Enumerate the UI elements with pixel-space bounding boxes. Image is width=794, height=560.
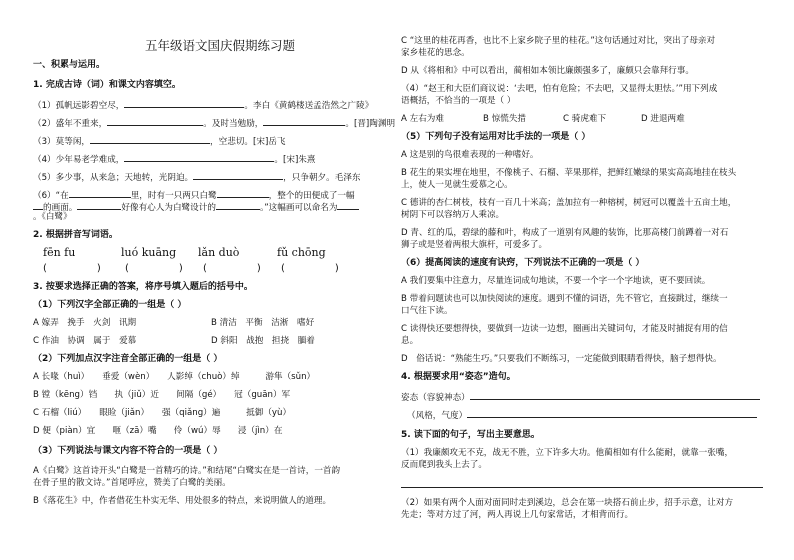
q1-2-text: （2）盛年不重来， (33, 119, 108, 129)
answer-blank[interactable] (124, 98, 244, 108)
answer-blank[interactable] (90, 134, 210, 144)
q1-4-text: （4）少年易老学难成， (33, 155, 125, 165)
q1-6-text: （6）“在 (33, 191, 69, 201)
answer-blank[interactable] (193, 170, 283, 180)
answer-blank[interactable] (77, 200, 121, 210)
q3-6-prompt: （6）提高阅读的速度有诀窍，下列说法不正确的一项是（ ） (401, 258, 645, 268)
q3-3-option-a-line2: 在骨子里的散文诗。”首尾呼应，赞美了白鹭的美丽。 (33, 478, 231, 488)
q3-5-option-c-line1: C 德讲的杏仁树枝，枝有一百几十米高；盖加拉有一种榕树，树冠可以覆盖十五亩土地， (401, 198, 737, 208)
q1-6-text-e: 好像有心人为白鹭设计的 (121, 203, 216, 213)
q1-item-1 (33, 98, 373, 112)
q3-5-prompt: （5）下列句子没有运用对比手法的一项是（ ） (401, 132, 591, 142)
pinyin-1: fēn fu (43, 246, 76, 259)
q3-6-option-d: D 俗话说：“熟能生巧。”只要我们不断练习，一定能做到眼睛看得快，脑子想得快。 (401, 354, 722, 364)
q5-2-line1: （2）如果有两个人面对面同时走到溪边，总会在第一块搭石前止步，招手示意，让对方 (401, 498, 734, 508)
answer-blank[interactable] (33, 200, 43, 210)
q3-3-option-c-line2: 家乡桂花的思念。 (401, 48, 470, 58)
answer-blank[interactable] (216, 200, 260, 210)
q3-2-option-d: D 便（piàn）宜 咂（zā）嘴 伶（wú）辱 浸（jìn）在 (33, 426, 283, 436)
question-1-heading: 1. 完成古诗（词）和课文内容填空。 (33, 80, 181, 90)
answer-blank[interactable] (69, 188, 131, 198)
answer-box-3[interactable]: ( ) (203, 263, 261, 274)
question-2-heading: 2. 根据拼音写词语。 (33, 230, 118, 240)
q4-sentence-2-label: （风格，气度） (407, 411, 468, 421)
q4-sentence-1-label: 姿态（容貌神态） (401, 393, 470, 403)
answer-blank[interactable] (217, 188, 269, 198)
q3-6-option-c-line2: 息。 (401, 336, 419, 346)
q3-4-option-d: D 进退两难 (641, 114, 685, 124)
q3-5-option-d-line1: D 青、红的瓜，碧绿的藤和叶，构成了一道别有风趣的装饰，比那高楼门前蹲着一对石 (401, 228, 729, 238)
answer-blank[interactable] (263, 116, 345, 126)
q3-3-option-c-line1: C “这里的桂花再香，也比不上家乡院子里的桂花。”这句话通过对比，突出了母亲对 (401, 36, 716, 46)
q4-sentence-1 (401, 390, 760, 404)
q1-2-text-b: 。及时当勉励， (203, 119, 264, 129)
q1-5-source: ，只争朝夕。毛泽东 (283, 173, 361, 183)
q3-4-option-a: A 左右为难 (401, 114, 444, 124)
q1-1-source: 。李白《黄鹤楼送孟浩然之广陵》 (244, 101, 374, 111)
q5-1-line2: 反而爬到我头上去了。 (401, 460, 487, 470)
q1-3-source: ，空悲切。[宋]岳飞 (210, 137, 286, 147)
q3-5-option-a: A 这是别的鸟很难表现的一种嗜好。 (401, 150, 539, 160)
q3-6-option-b-line1: B 带着问题读也可以加快阅读的速度。遇到不懂的词语，先不管它，直接跳过，继续一 (401, 294, 728, 304)
q3-6-option-a: A 我们要集中注意力，尽量连词成句地读，不要一个字一个字地读，更不要回读。 (401, 276, 711, 286)
q3-1-option-c: C 作油 协调 属于 爱慕 (33, 336, 137, 346)
answer-blank[interactable] (467, 408, 757, 418)
q5-1-line1: （1）我廉颇攻无不克，战无不胜，立下许多大功。他蔺相如有什么能耐，就靠一张嘴， (401, 448, 734, 458)
q1-3-text: （3）莫等闲， (33, 137, 91, 147)
q3-1-prompt: （1）下列汉字全部正确的一组是（ ） (33, 300, 187, 310)
q1-item-2 (33, 116, 395, 130)
answer-box-2[interactable]: ( ) (125, 263, 183, 274)
answer-box-1[interactable]: ( ) (43, 263, 101, 274)
q1-5-text: （5）多少事，从来急；天地转，光阴迫。 (33, 173, 194, 183)
pinyin-2: luó kuāng (121, 246, 177, 259)
q1-1-text: （1）孤帆远影碧空尽， (33, 101, 125, 111)
q3-5-option-d-line2: 狮子或是竖着两根大旗杆，可爱多了。 (401, 240, 548, 250)
question-4-heading: 4. 根据要求用“姿态”造句。 (401, 372, 516, 382)
q3-2-option-b: B 镗（kēng）铛 执（jiǔ）近 间隔（gé） 冠（guān）军 (33, 390, 291, 400)
q3-4-prompt-line2: 语概括，不恰当的一项是（ ） (401, 96, 516, 106)
q1-item-4 (33, 152, 316, 166)
q1-item-6-source: 。《白鹭》 (33, 212, 72, 222)
q3-5-option-b-line1: B 花生的果实埋在地里，不像桃子、石榴、苹果那样，把鲜红嫩绿的果实高高地挂在枝头 (401, 168, 737, 178)
q1-2-source: 。[晋]陶渊明 (345, 119, 396, 129)
q3-1-option-b: B 清洁 平衡 洁淅 嗜好 (211, 318, 315, 328)
answer-blank[interactable] (107, 116, 203, 126)
pinyin-3: lǎn duò (198, 246, 240, 259)
answer-box-4[interactable]: ( ) (281, 263, 339, 274)
q3-4-prompt-line1: （4）“赵王和大臣们商议说：‘去吧，怕有危险；不去吧，又显得太胆怯。’”用下列成 (401, 84, 718, 94)
q1-6-text-c: ，整个的田便成了一幅 (268, 191, 355, 201)
q5-1-answer (401, 478, 763, 492)
answer-blank[interactable] (401, 478, 763, 488)
q5-2-line2: 先走；等对方过了河，两人再说上几句家常话，才相背而行。 (401, 510, 634, 520)
answer-blank[interactable] (124, 152, 274, 162)
question-3-heading: 3. 按要求选择正确的答案，将序号填入题后的括号中。 (33, 282, 253, 292)
q1-6-text-f: 。”这幅画可以命名为 (259, 203, 338, 213)
q3-2-prompt: （2）下列加点汉字注音全部正确的一组是（ ） (33, 354, 223, 364)
q1-item-5 (33, 170, 361, 184)
q3-3-prompt: （3）下列说法与课文内容不符合的一项是（ ） (33, 446, 223, 456)
q3-2-option-c: C 石榴（liú） 眼睑（jiǎn） 强（qiǎng）遍 抵御（yù） (33, 408, 292, 418)
q3-1-option-d: D 斜阳 战抱 担挠 腼着 (211, 336, 315, 346)
q3-1-option-a: A 嫁弄 挽手 火剑 讯期 (33, 318, 137, 328)
section-heading: 一、积累与运用。 (33, 60, 106, 70)
q1-item-6-cont (33, 200, 359, 214)
answer-blank[interactable] (337, 200, 359, 210)
q3-6-option-c-line1: C 读得快还要想得快，要做到一边读一边想，圈画出关键词句，才能及时捕捉有用的信 (401, 324, 728, 334)
q4-sentence-2 (407, 408, 757, 422)
q1-6-text-b: 里，时有一只两只白鹭 (130, 191, 217, 201)
q3-3-option-b: B《落花生》中，作者借花生朴实无华、用处很多的特点，来说明做人的道理。 (33, 496, 332, 506)
question-5-heading: 5. 读下面的句子，写出主要意思。 (401, 430, 540, 440)
q3-4-option-c: C 骑虎难下 (563, 114, 607, 124)
q3-6-option-b-line2: 口气往下读。 (401, 306, 453, 316)
q1-item-3 (33, 134, 286, 148)
q3-2-option-a: A 长喙（huì） 垂爱（wèn） 人影绰（chuò）绰 游隼（sǔn） (33, 372, 316, 382)
q3-5-option-b-line2: 上，使人一见就生爱慕之心。 (401, 180, 513, 190)
q3-5-option-c-line2: 树阴下可以容纳万人乘凉。 (401, 210, 505, 220)
answer-blank[interactable] (470, 390, 760, 400)
q3-3-option-a-line1: A《白鹭》这首诗开头“白鹭是一首精巧的诗。”和结尾“白鹭实在是一首诗，一首韵 (33, 466, 341, 476)
pinyin-4: fǔ chōng (277, 246, 326, 259)
q1-6-text-d: 的画面。 (43, 203, 78, 213)
q1-4-source: 。[宋]朱熹 (274, 155, 316, 165)
q3-3-option-d: D 从《将相和》中可以看出，蔺相如本领比廉颇强多了，廉颇只会靠拜行事。 (401, 66, 694, 76)
page-title: 五年级语文国庆假期练习题 (144, 38, 295, 53)
q3-4-option-b: B 惊慌失措 (483, 114, 527, 124)
